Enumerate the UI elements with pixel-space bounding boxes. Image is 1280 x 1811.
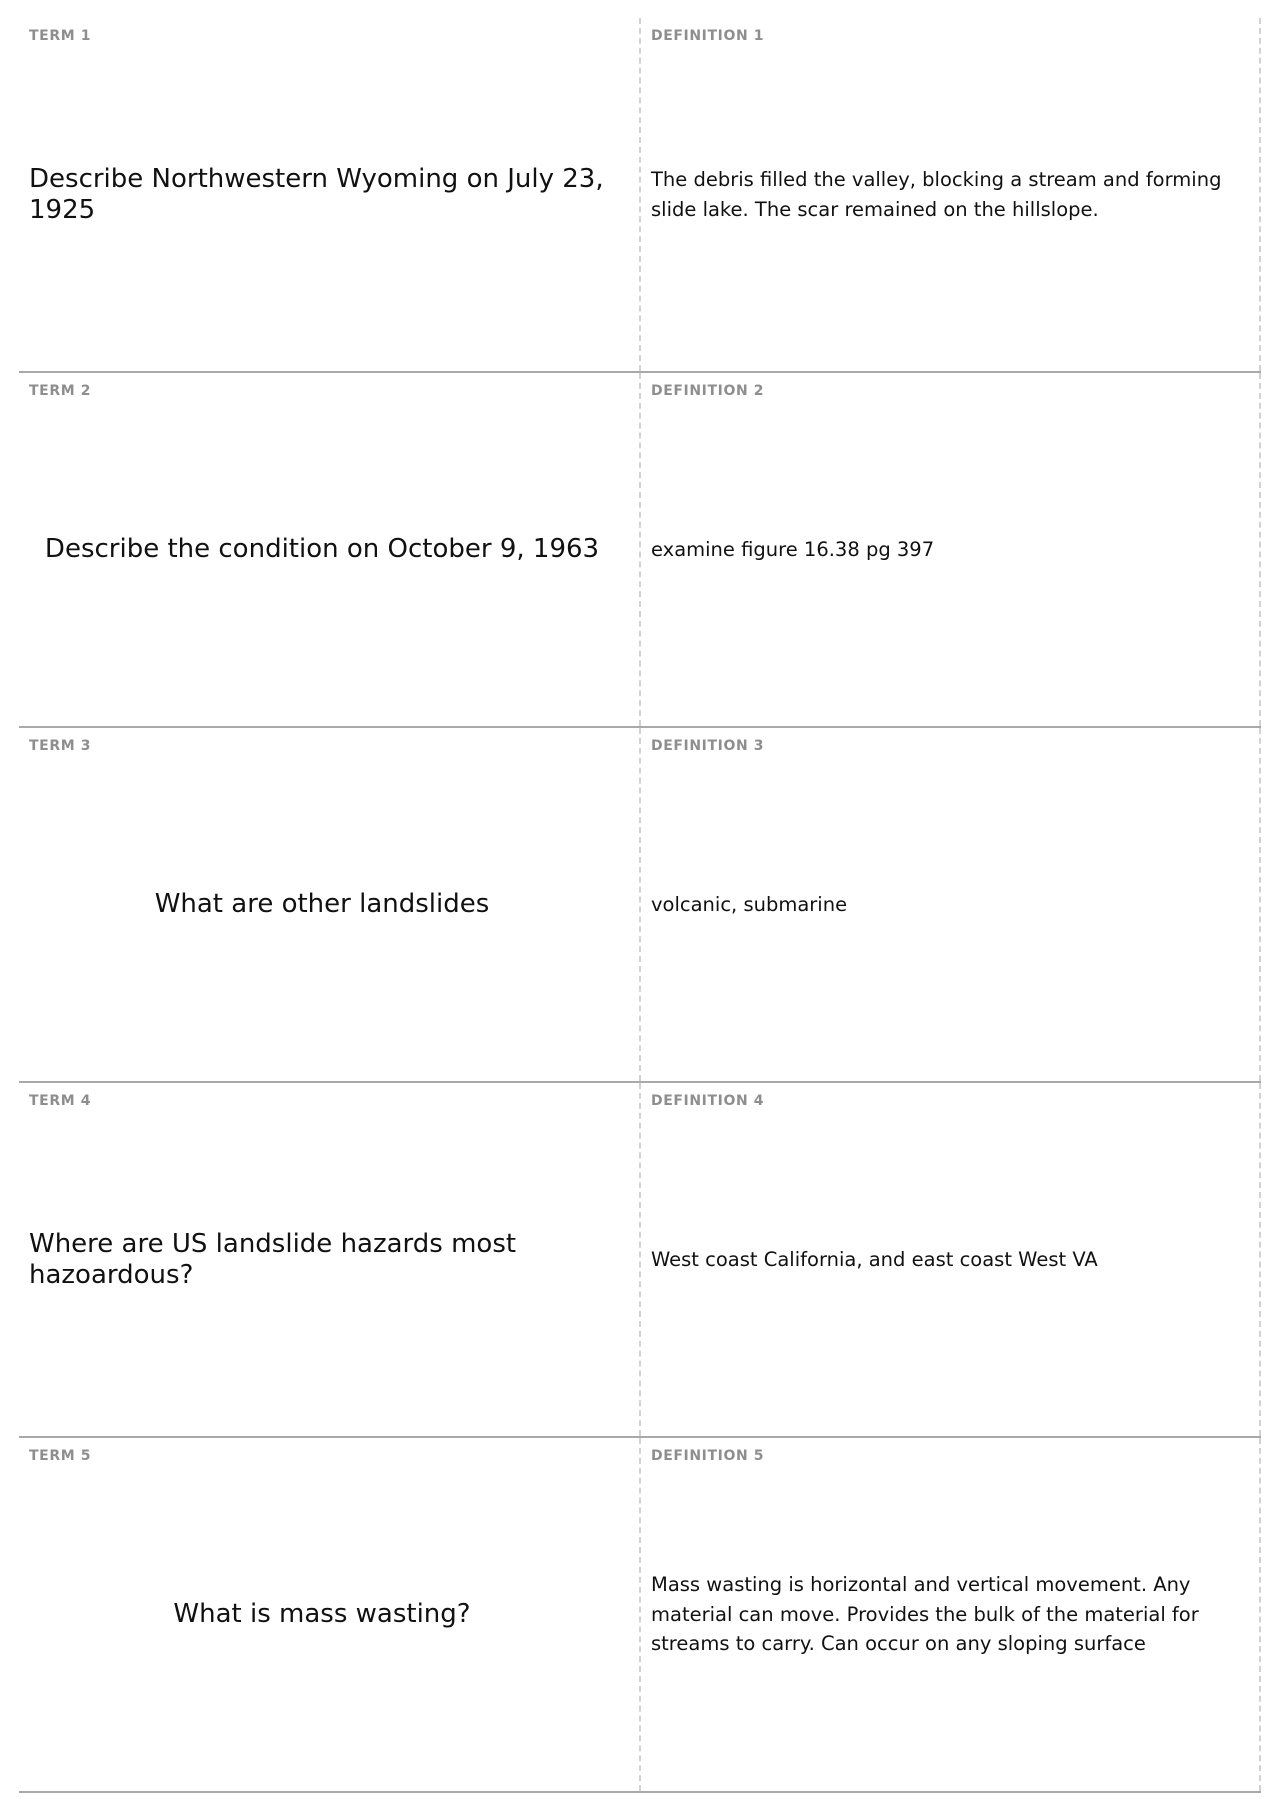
definition-cell (641, 1083, 1261, 1436)
definition-cell (641, 1438, 1261, 1791)
flashcard-row-2 (19, 373, 1261, 728)
term-cell (19, 373, 641, 726)
definition-text: examine figure 16.38 pg 397 (651, 537, 935, 561)
term-cell (19, 728, 641, 1081)
term-cell (19, 18, 641, 371)
flashcard-row-5 (19, 1438, 1261, 1793)
term-cell (19, 1438, 641, 1791)
term-label: TERM 2 (29, 383, 92, 399)
definition-text: The debris filled the valley, blocking a stream and forming slide lake. The scar remained on the hillslope. (651, 168, 1222, 221)
term-text: Describe Northwestern Wyoming on July 23, 1925 (29, 163, 604, 225)
term-cell (19, 1083, 641, 1436)
definition-label: DEFINITION 5 (651, 1448, 765, 1464)
flashcard-row-4 (19, 1083, 1261, 1438)
flashcard-sheet (19, 18, 1261, 1793)
term-text: Describe the condition on October 9, 1963 (44, 534, 600, 564)
definition-text: Mass wasting is horizontal and vertical movement. Any material can move. Provides the bulk of the material for streams to carry. Can occur on any sloping surface (651, 1573, 1199, 1656)
definition-label: DEFINITION 1 (651, 28, 765, 44)
term-label: TERM 4 (29, 1093, 92, 1109)
flashcard-row-3 (19, 728, 1261, 1083)
term-text: What is mass wasting? (173, 1599, 471, 1629)
term-label: TERM 3 (29, 738, 92, 754)
definition-cell (641, 728, 1261, 1081)
flashcard-row-1 (19, 18, 1261, 373)
definition-label: DEFINITION 4 (651, 1093, 765, 1109)
term-text: Where are US landslide hazards most hazoardous? (29, 1228, 517, 1290)
definition-text: volcanic, submarine (651, 892, 848, 916)
definition-label: DEFINITION 2 (651, 383, 765, 399)
definition-text: West coast California, and east coast West VA (651, 1247, 1098, 1271)
definition-label: DEFINITION 3 (651, 738, 765, 754)
definition-cell (641, 373, 1261, 726)
term-text: What are other landslides (154, 889, 490, 919)
definition-cell (641, 18, 1261, 371)
term-label: TERM 5 (29, 1448, 92, 1464)
term-label: TERM 1 (29, 28, 92, 44)
